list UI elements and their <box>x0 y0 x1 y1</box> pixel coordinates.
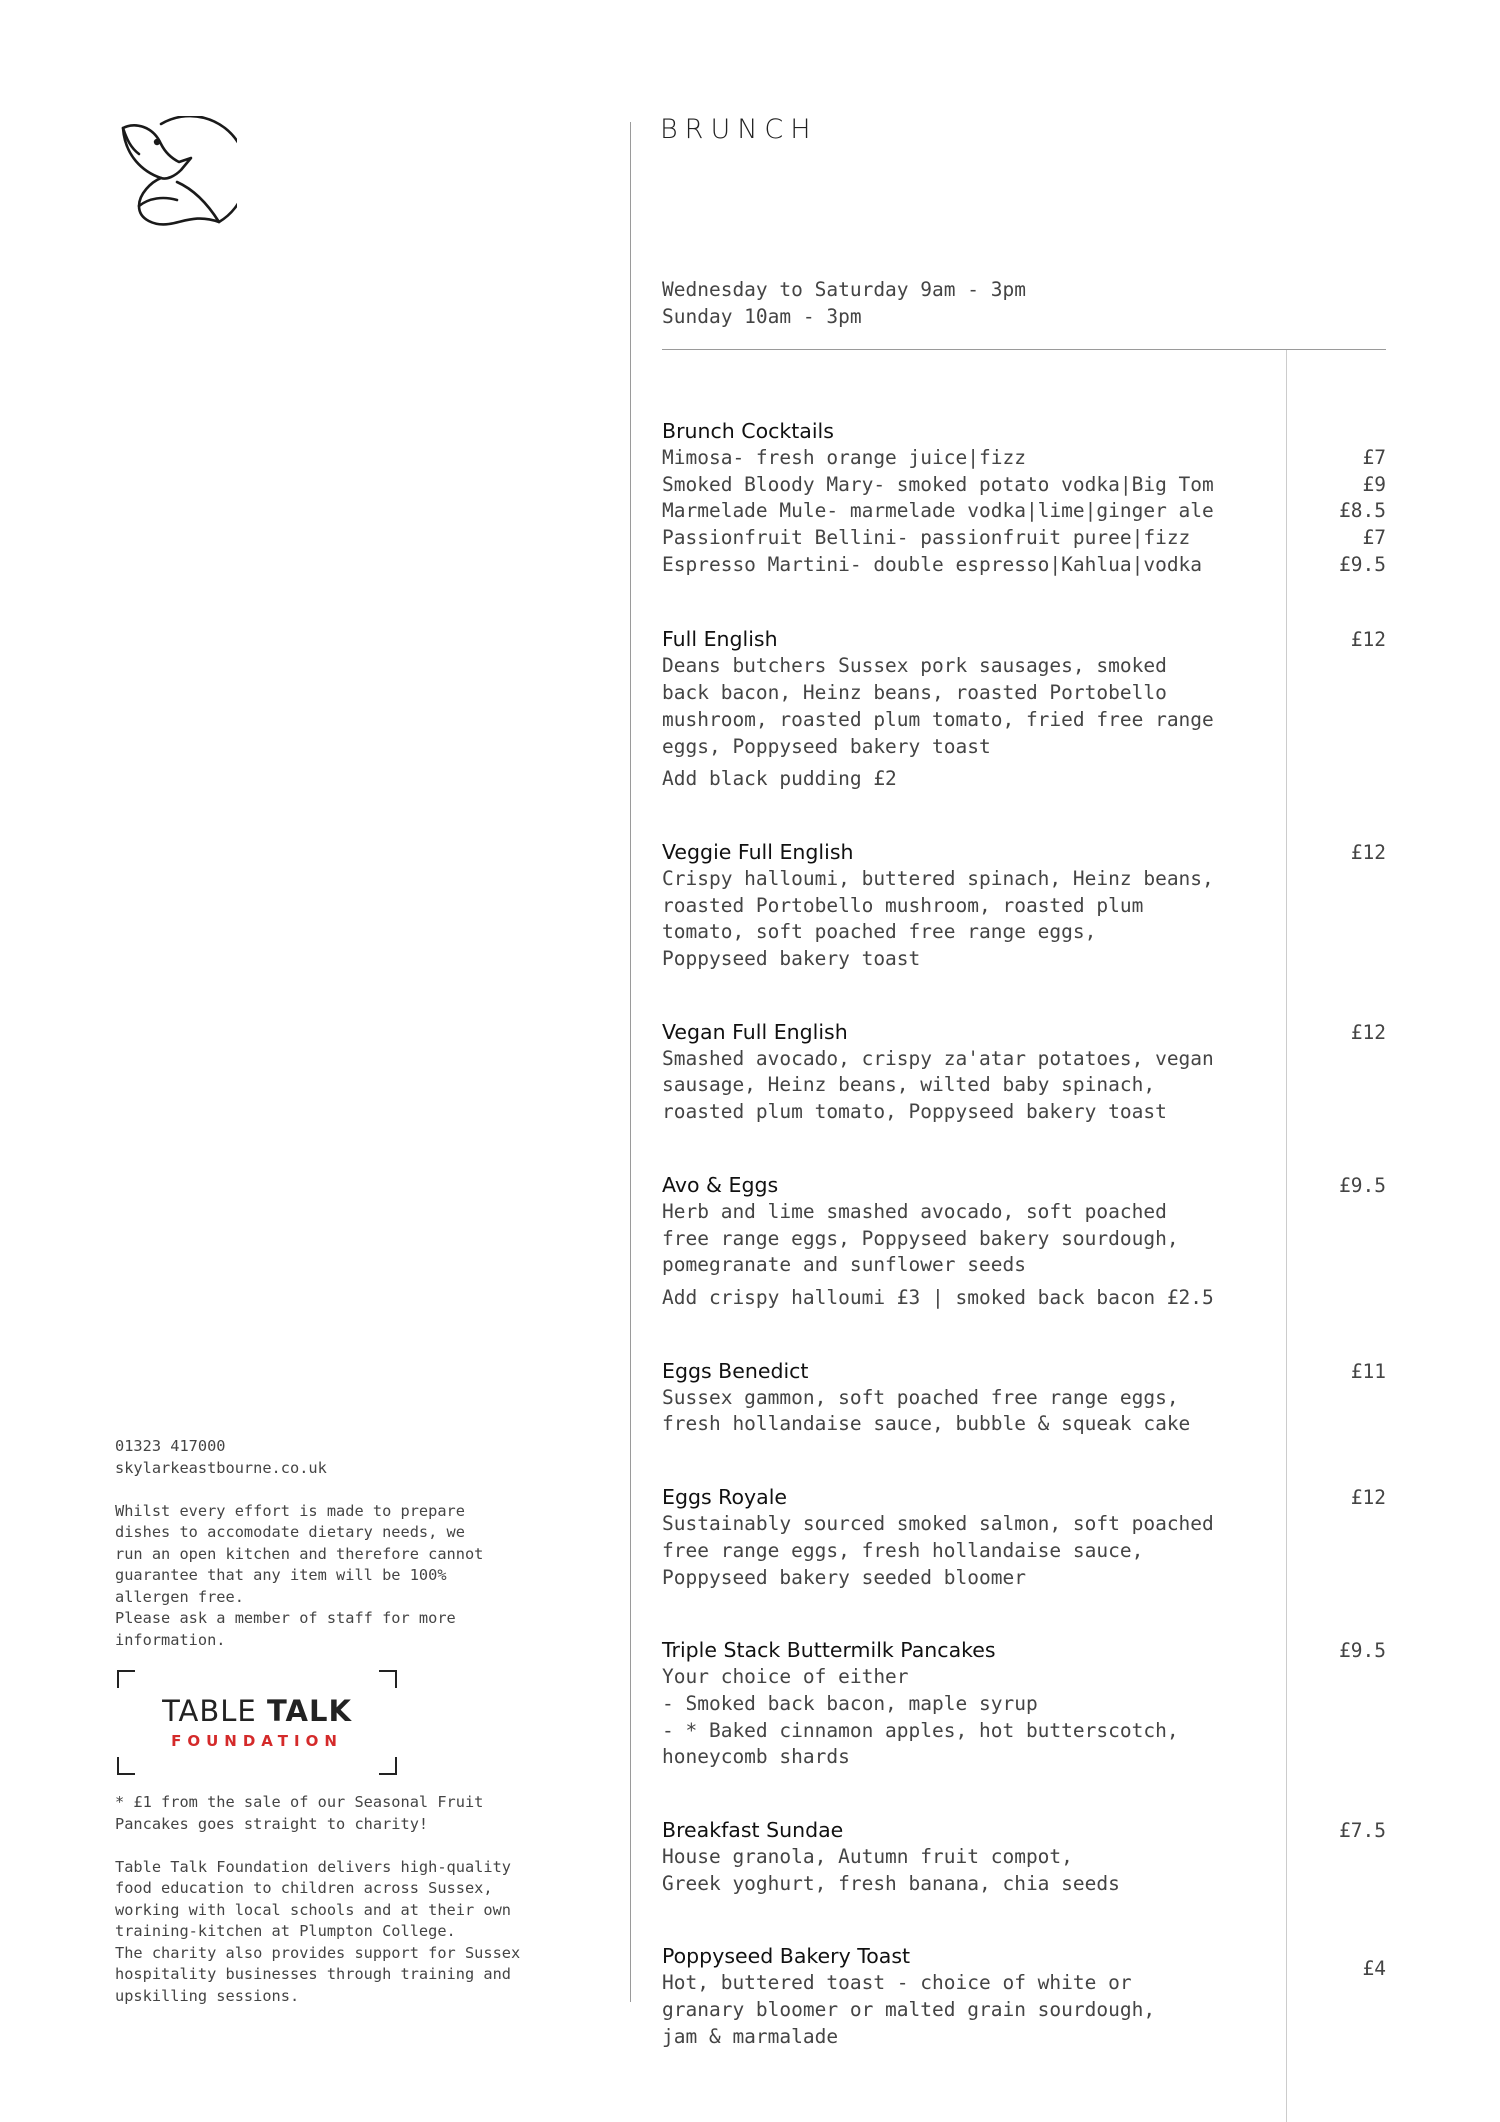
dish-pancakes <box>662 1637 1386 1771</box>
item-price: £9 <box>1362 472 1386 496</box>
website-link[interactable]: skylarkeastbourne.co.uk <box>115 1458 327 1477</box>
dish-description: Crispy halloumi, buttered spinach, Heinz beans, <box>662 866 1214 890</box>
item-name: Smoked Bloody Mary- smoked potato vodka|Big Tom <box>662 472 1214 496</box>
allergen-notice-line: Whilst every effort is made to prepare <box>115 1501 465 1520</box>
charity-description-line: food education to children across Sussex, <box>115 1879 493 1897</box>
dish-price: £12 <box>1350 1486 1386 1510</box>
dish-addon: Add crispy halloumi £3 | smoked back bacon £2.5 <box>662 1285 1214 1309</box>
dish-name: Eggs Benedict <box>662 1358 809 1383</box>
menu-item <box>662 498 1386 525</box>
hours-line: Wednesday to Saturday 9am - 3pm <box>662 278 1026 301</box>
dish-description: honeycomb shards <box>662 1745 850 1769</box>
allergen-notice-line: allergen free. <box>115 1587 244 1606</box>
column-divider <box>630 122 631 2002</box>
item-price: £7 <box>1362 526 1386 550</box>
opening-hours <box>662 276 1026 330</box>
dish-description: sausage, Heinz beans, wilted baby spinach, <box>662 1073 1156 1097</box>
dish-veggie-full-english <box>662 839 1386 973</box>
menu-item <box>662 525 1386 552</box>
dish-description: Sussex gammon, soft poached free range eggs, <box>662 1385 1179 1409</box>
dish-price: £12 <box>1350 1020 1386 1044</box>
dish-description: roasted Portobello mushroom, roasted plum <box>662 893 1144 917</box>
dish-price: £9.5 <box>1339 1639 1386 1663</box>
dish-description: jam & marmalade <box>662 2024 839 2048</box>
dish-name: Veggie Full English <box>662 839 854 864</box>
dish-description: - * Baked cinnamon apples, hot butterscotch, <box>662 1718 1179 1742</box>
allergen-notice-line: dishes to accomodate dietary needs, we <box>115 1523 465 1541</box>
dish-description: - Smoked back bacon, maple syrup <box>662 1691 1038 1715</box>
logo-name-bold: TALK <box>266 1694 352 1728</box>
dish-name: Breakfast Sundae <box>662 1818 844 1843</box>
allergen-notice-line: run an open kitchen and therefore cannot <box>115 1544 484 1563</box>
logo-name <box>117 1694 397 1728</box>
dish-vegan-full-english <box>662 1019 1386 1126</box>
charity-description-line: working with local schools and at their own <box>115 1900 512 1919</box>
dish-description: Greek yoghurt, fresh banana, chia seeds <box>662 1871 1120 1895</box>
allergen-notice-line: information. <box>115 1630 226 1649</box>
item-name: Mimosa- fresh orange juice|fizz <box>662 446 1026 469</box>
item-name: Passionfruit Bellini- passionfruit puree|fizz <box>662 526 1191 550</box>
item-price: £7 <box>1362 446 1386 469</box>
dish-description: fresh hollandaise sauce, bubble & squeak cake <box>662 1412 1191 1436</box>
dish-name: Eggs Royale <box>662 1485 788 1510</box>
dish-addon: Add black pudding £2 <box>662 767 897 791</box>
item-price: £9.5 <box>1339 552 1386 576</box>
dish-price: £4 <box>1362 1957 1386 1981</box>
charity-description-line: Table Talk Foundation delivers high-quality <box>115 1857 512 1876</box>
item-name: Espresso Martini- double espresso|Kahlua|vodka <box>662 552 1203 576</box>
menu-item <box>662 445 1386 472</box>
dish-description: mushroom, roasted plum tomato, fried free range <box>662 707 1214 731</box>
dish-full-english <box>662 626 1386 793</box>
dish-description: House granola, Autumn fruit compot, <box>662 1845 1073 1869</box>
dish-avo-eggs <box>662 1172 1386 1312</box>
dish-description: Poppyseed bakery seeded bloomer <box>662 1565 1026 1589</box>
allergen-notice-line: guarantee that any item will be 100% <box>115 1566 447 1584</box>
dish-price: £7.5 <box>1339 1819 1386 1843</box>
hours-line: Sunday 10am - 3pm <box>662 305 862 328</box>
dish-description: pomegranate and sunflower seeds <box>662 1253 1026 1277</box>
logo-subtitle: FOUNDATION <box>171 1732 343 1750</box>
bird-logo-icon <box>117 116 237 232</box>
dish-description: Hot, buttered toast - choice of white or <box>662 1971 1132 1995</box>
dish-description: tomato, soft poached free range eggs, <box>662 920 1097 944</box>
info-panel <box>115 1436 555 1651</box>
charity-description-line: The charity also provides support for Sussex <box>115 1943 521 1962</box>
dish-description: Smashed avocado, crispy za'atar potatoes, vegan <box>662 1046 1214 1070</box>
dish-description: Herb and lime smashed avocado, soft poached <box>662 1199 1167 1223</box>
dish-bakery-toast <box>662 1943 1386 2050</box>
table-talk-foundation-logo <box>117 1670 397 1775</box>
header-divider <box>662 349 1386 350</box>
dish-description: free range eggs, fresh hollandaise sauce, <box>662 1538 1144 1562</box>
charity-description-line: training-kitchen at Plumpton College. <box>115 1922 456 1940</box>
allergen-notice-line: Please ask a member of staff for more <box>115 1609 456 1627</box>
dish-name: Avo & Eggs <box>662 1172 779 1197</box>
menu-item <box>662 552 1386 579</box>
item-name: Marmelade Mule- marmelade vodka|lime|ginger ale <box>662 499 1214 523</box>
dish-description: Sustainably sourced smoked salmon, soft poached <box>662 1512 1214 1536</box>
dish-price: £12 <box>1350 628 1386 652</box>
phone-number: 01323 417000 <box>115 1437 226 1455</box>
menu <box>662 418 1386 2097</box>
charity-note-line: Pancakes goes straight to charity! <box>115 1814 429 1833</box>
dish-name: Poppyseed Bakery Toast <box>662 1944 911 1969</box>
charity-description-line: upskilling sessions. <box>115 1986 300 2005</box>
page-title: BRUNCH <box>660 114 818 145</box>
dish-description: free range eggs, Poppyseed bakery sourdough, <box>662 1226 1179 1250</box>
dish-description: roasted plum tomato, Poppyseed bakery toast <box>662 1100 1167 1124</box>
dish-description: back bacon, Heinz beans, roasted Portobello <box>662 681 1167 705</box>
menu-section-cocktails <box>662 418 1386 578</box>
dish-price: £12 <box>1350 840 1386 864</box>
dish-eggs-royale <box>662 1484 1386 1591</box>
dish-eggs-benedict <box>662 1358 1386 1438</box>
dish-price: £11 <box>1350 1359 1386 1383</box>
charity-description-line: hospitality businesses through training and <box>115 1965 512 1983</box>
item-price: £8.5 <box>1339 499 1386 523</box>
dish-name: Full English <box>662 627 778 652</box>
dish-description: Deans butchers Sussex pork sausages, smoked <box>662 654 1167 678</box>
dish-description: Poppyseed bakery toast <box>662 947 921 971</box>
charity-info <box>115 1792 575 2007</box>
dish-name: Vegan Full English <box>662 1019 848 1044</box>
dish-description: eggs, Poppyseed bakery toast <box>662 734 991 758</box>
logo-name-light: TABLE <box>162 1694 267 1728</box>
section-title: Brunch Cocktails <box>662 419 834 443</box>
menu-item <box>662 472 1386 499</box>
charity-note-line: * £1 from the sale of our Seasonal Fruit <box>115 1793 484 1811</box>
dish-description: granary bloomer or malted grain sourdough, <box>662 1998 1156 2022</box>
dish-breakfast-sundae <box>662 1817 1386 1897</box>
dish-price: £9.5 <box>1339 1173 1386 1197</box>
dish-description: Your choice of either <box>662 1665 909 1689</box>
dish-name: Triple Stack Buttermilk Pancakes <box>662 1638 996 1663</box>
